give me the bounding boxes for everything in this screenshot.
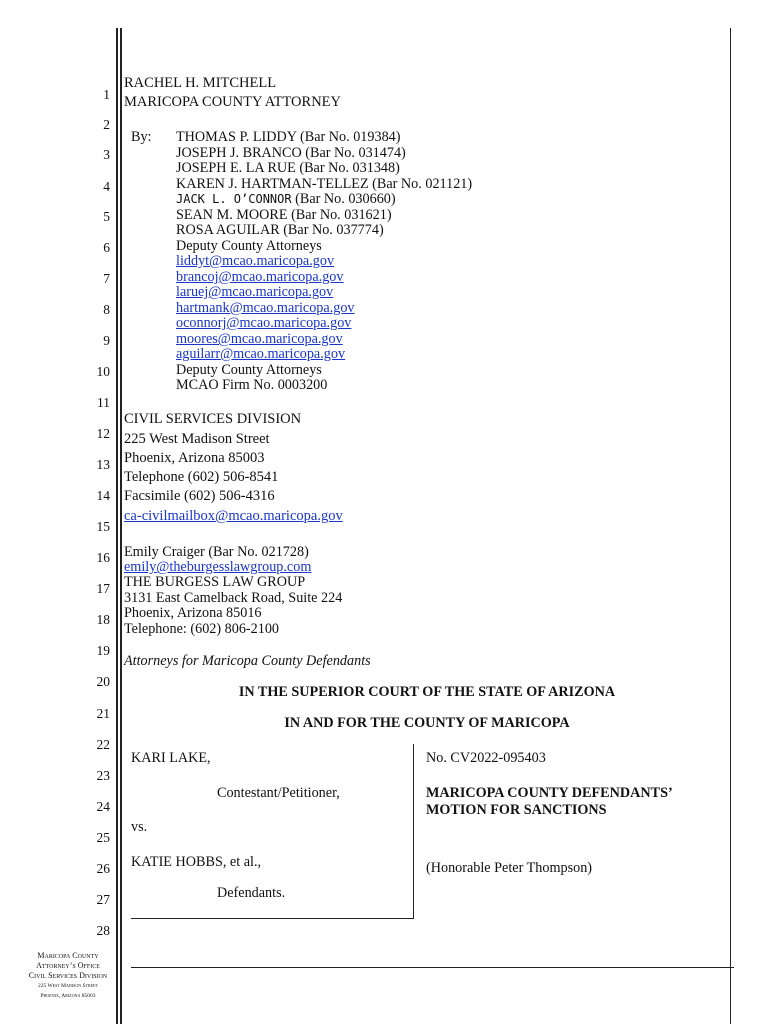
co-counsel-firm: THE BURGESS LAW GROUP	[124, 574, 306, 590]
division-mailbox-link[interactable]: ca-civilmailbox@mcao.maricopa.gov	[124, 508, 343, 524]
attorney-line: THOMAS P. LIDDY (Bar No. 019384)	[176, 129, 401, 145]
attorney-line: JOSEPH E. LA RUE (Bar No. 031348)	[176, 160, 400, 176]
attorney-line: KAREN J. HARTMAN-TELLEZ (Bar No. 021121)	[176, 176, 473, 192]
line-number: 17	[96, 581, 110, 596]
co-counsel-email-link[interactable]: emily@theburgesslawgroup.com	[124, 559, 312, 575]
caption-bottom-rule	[131, 918, 414, 919]
line-number: 25	[96, 830, 110, 845]
plaintiff-name: KARI LAKE,	[131, 750, 211, 766]
line-number: 13	[96, 457, 110, 472]
line-number: 18	[96, 612, 110, 627]
line-number: 11	[97, 395, 110, 410]
line-number: 22	[96, 737, 110, 752]
division-street: 225 West Madison Street	[124, 431, 270, 447]
right-margin-rule	[730, 28, 731, 1024]
line-number: 6	[103, 240, 110, 255]
email-link[interactable]: moores@mcao.maricopa.gov	[176, 331, 343, 347]
oconnor-bar: (Bar No. 030660)	[291, 191, 396, 207]
defendant-name: KATIE HOBBS, et al.,	[131, 854, 262, 870]
defendant-role: Defendants.	[217, 885, 286, 901]
deputy-label: Deputy County Attorneys	[176, 362, 322, 378]
footer-office-line4: 225 West Madison Street	[37, 983, 99, 989]
line-number: 19	[96, 643, 110, 658]
line-number: 26	[96, 861, 110, 876]
oconnor-name: JACK L. O’CONNOR	[176, 192, 292, 206]
attorneys-for: Attorneys for Maricopa County Defendants	[124, 653, 371, 669]
footer-office-line3: Civil Services Division	[28, 971, 108, 980]
division-telephone: Telephone (602) 506-8541	[124, 469, 279, 485]
line-number: 28	[96, 923, 110, 938]
attorney-line: ROSA AGUILAR (Bar No. 037774)	[176, 222, 384, 238]
plaintiff-role: Contestant/Petitioner,	[217, 785, 340, 801]
footer-office-line1: Maricopa County	[37, 951, 99, 960]
attorney-line: Deputy County Attorneys	[176, 238, 322, 254]
email-link[interactable]: brancoj@mcao.maricopa.gov	[176, 269, 344, 285]
line-number: 9	[103, 333, 110, 348]
line-number: 7	[103, 271, 110, 286]
line-number: 10	[96, 364, 110, 379]
footer-office-line2: Attorney’s Office	[36, 961, 100, 970]
email-link[interactable]: aguilarr@mcao.maricopa.gov	[176, 346, 346, 362]
email-link[interactable]: liddyt@mcao.maricopa.gov	[176, 253, 335, 269]
firm-number: MCAO Firm No. 0003200	[176, 377, 328, 393]
court-heading-line2: IN AND FOR THE COUNTY OF MARICOPA	[284, 715, 570, 731]
judge-name: (Honorable Peter Thompson)	[426, 860, 593, 876]
email-link[interactable]: oconnorj@mcao.maricopa.gov	[176, 315, 352, 331]
attorney-line-oconnor	[176, 192, 396, 208]
email-link[interactable]: laruej@mcao.maricopa.gov	[176, 284, 334, 300]
co-counsel-name: Emily Craiger (Bar No. 021728)	[124, 544, 309, 560]
attorney-line: SEAN M. MOORE (Bar No. 031621)	[176, 207, 392, 223]
line-number: 15	[96, 519, 110, 534]
line-number: 14	[96, 488, 110, 503]
left-margin-rule-inner	[120, 28, 122, 1024]
footer-office-line5: Phoenix, Arizona 85003	[40, 993, 96, 999]
line-number: 24	[96, 799, 110, 814]
email-link[interactable]: hartmank@mcao.maricopa.gov	[176, 300, 355, 316]
co-counsel-city: Phoenix, Arizona 85016	[124, 605, 262, 621]
attorney-title: MARICOPA COUNTY ATTORNEY	[124, 94, 341, 110]
line-number: 3	[103, 147, 110, 162]
line-number: 12	[96, 426, 110, 441]
attorney-line: JOSEPH J. BRANCO (Bar No. 031474)	[176, 145, 406, 161]
line-number: 27	[96, 892, 110, 907]
attorney-name: RACHEL H. MITCHELL	[124, 75, 277, 91]
caption-vs: vs.	[131, 819, 148, 835]
document-title-line1: MARICOPA COUNTY DEFENDANTS’	[426, 785, 673, 801]
line-number: 1	[103, 87, 110, 102]
caption-vertical-rule	[413, 744, 414, 918]
line-number: 23	[96, 768, 110, 783]
case-number: No. CV2022-095403	[426, 750, 546, 766]
line-number: 4	[103, 179, 110, 194]
line-number: 20	[96, 674, 110, 689]
left-margin-rule-outer	[116, 28, 118, 1024]
co-counsel-telephone: Telephone: (602) 806-2100	[124, 621, 280, 637]
line-number: 5	[103, 209, 110, 224]
division-facsimile: Facsimile (602) 506-4316	[124, 488, 275, 504]
line-number: 8	[103, 302, 110, 317]
footer-rule	[131, 967, 734, 968]
division-name: CIVIL SERVICES DIVISION	[124, 411, 302, 427]
line-number: 2	[103, 117, 110, 132]
court-heading-line1: IN THE SUPERIOR COURT OF THE STATE OF ARIZONA	[238, 684, 616, 700]
division-city: Phoenix, Arizona 85003	[124, 450, 265, 466]
document-title-line2: MOTION FOR SANCTIONS	[426, 802, 607, 818]
line-number: 16	[96, 550, 110, 565]
by-label: By:	[131, 129, 152, 145]
line-number: 21	[96, 706, 110, 721]
co-counsel-street: 3131 East Camelback Road, Suite 224	[124, 590, 343, 606]
